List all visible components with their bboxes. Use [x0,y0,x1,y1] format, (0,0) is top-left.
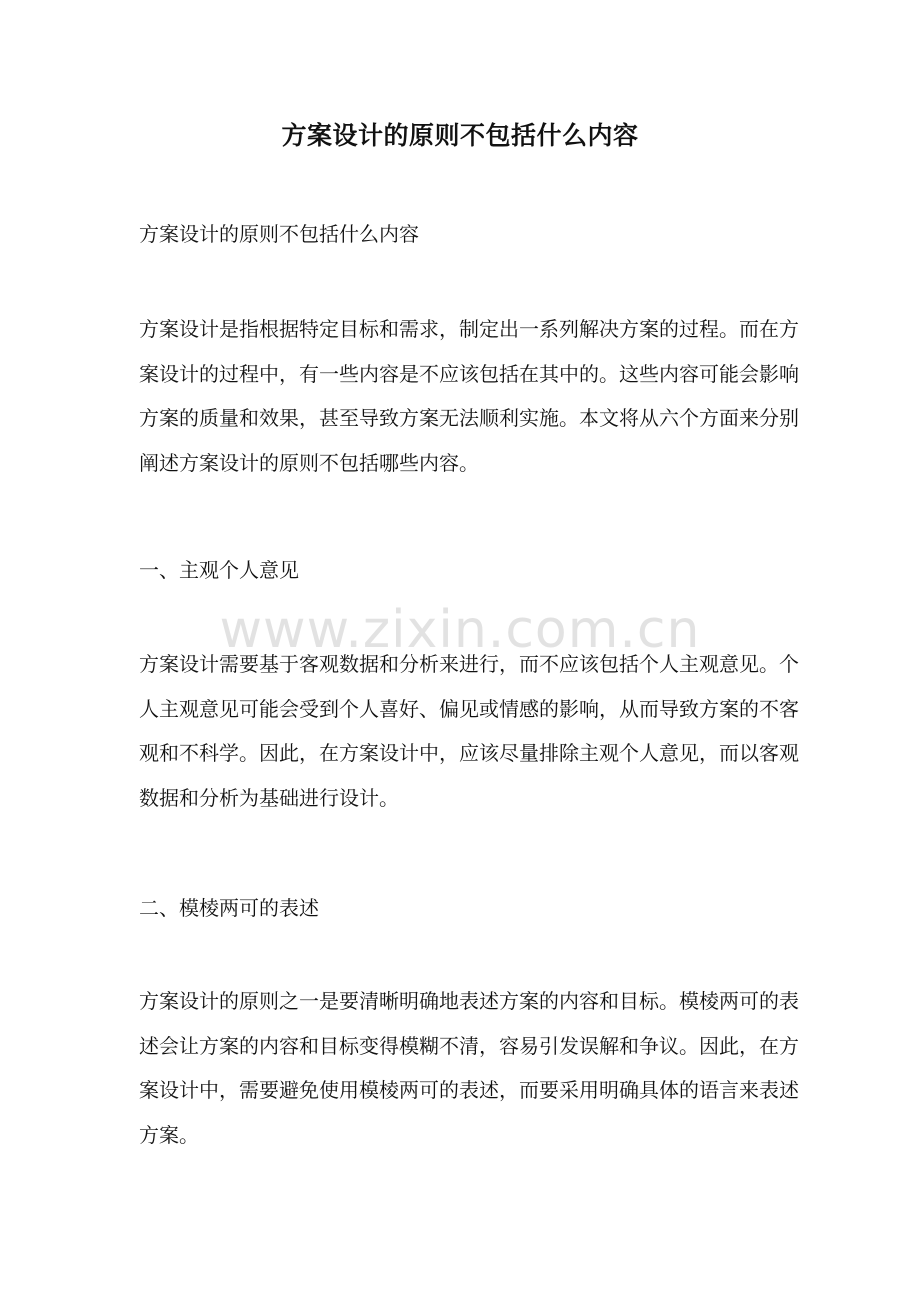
watermark: www.zixin.com.cn [219,600,701,660]
section-body-1: 方案设计需要基于客观数据和分析来进行，而不应该包括个人主观意见。个人主观意见可能会受到个人喜好、偏见或情感的影响，从而导致方案的不客观和不科学。因此，在方案设计中，应该尽量排除主观个人意见，而以客观数据和分析为基础进行设计。 [139,652,799,810]
intro-paragraph: 方案设计是指根据特定目标和需求，制定出一系列解决方案的过程。而在方案设计的过程中，有一些内容是不应该包括在其中的。这些内容可能会影响方案的质量和效果，甚至导致方案无法顺利实施。本文将从六个方面来分别阐述方案设计的原则不包括哪些内容。 [139,317,799,475]
section-heading-2: 二、模棱两可的表述 [139,896,319,920]
document-title: 方案设计的原则不包括什么内容 [281,121,639,150]
document-subtitle: 方案设计的原则不包括什么内容 [139,222,419,246]
section-heading-1: 一、主观个人意见 [139,558,299,582]
section-body-2: 方案设计的原则之一是要清晰明确地表述方案的内容和目标。模棱两可的表述会让方案的内容和目标变得模糊不清，容易引发误解和争议。因此，在方案设计中，需要避免使用模棱两可的表述，而要采用明确具体的语言来表述方案。 [139,989,799,1147]
